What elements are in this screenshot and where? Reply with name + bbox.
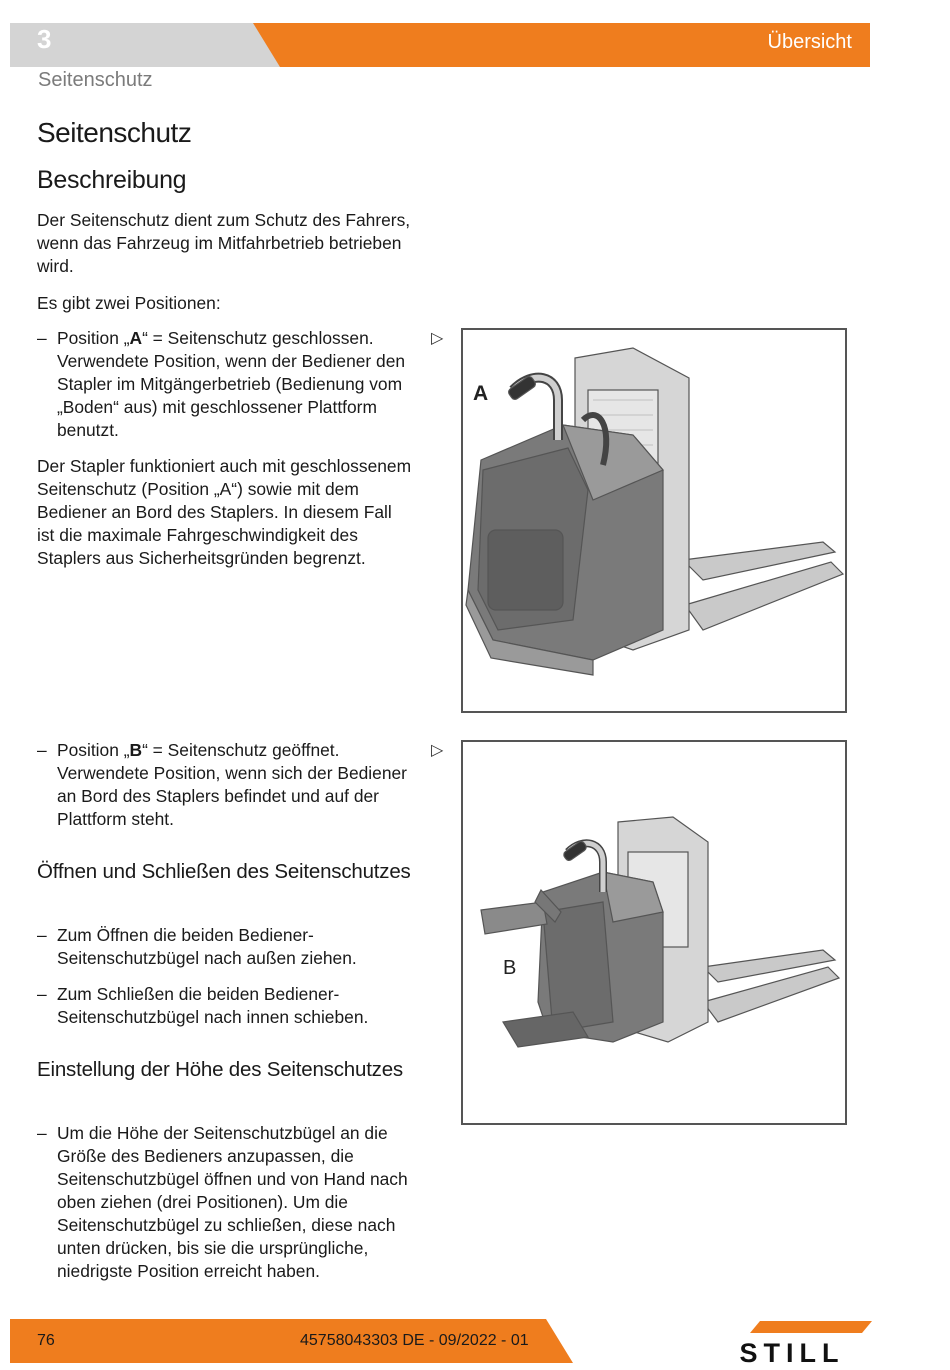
chapter-number: 3: [37, 24, 52, 54]
list-dash: –: [37, 328, 47, 348]
list-dash: –: [37, 740, 47, 760]
list-item-text: Zum Öffnen die beiden Bediener-Seitenschutzbügel nach außen ziehen.: [57, 925, 357, 968]
section-heading-description: Beschreibung: [37, 166, 187, 194]
figure-b-box: [461, 740, 847, 1125]
position-a-letter: A: [129, 328, 143, 348]
page-title: Seitenschutz: [37, 117, 192, 148]
figure-b-label: B: [503, 957, 517, 979]
section-label: Übersicht: [767, 31, 852, 53]
position-b-text: “ = Seitenschutz geöffnet. Verwendete Position, wenn sich der Bediener an Bord des Staplers befindet und auf der Plattform steht.: [57, 740, 407, 829]
section-heading-height: Einstellung der Höhe des Seitenschutzes: [37, 1058, 403, 1081]
position-b-letter: B: [129, 740, 143, 760]
still-logo-icon: [712, 1321, 872, 1365]
intro-paragraph: Der Seitenschutz dient zum Schutz des Fahrers, wenn das Fahrzeug im Mitfahrbetrieb betrieben wird.: [37, 210, 411, 276]
truck-illustration-open: [463, 742, 845, 1123]
figure-marker-b: ▷: [431, 742, 444, 759]
brand-logo: [712, 1321, 872, 1370]
page-number: 76: [37, 1332, 55, 1349]
list-item-position-b: [37, 739, 422, 831]
running-head: Seitenschutz: [38, 69, 153, 91]
figure-a-label: A: [473, 382, 489, 405]
positions-intro: Es gibt zwei Positionen:: [37, 293, 221, 313]
list-item-height: [37, 1122, 422, 1283]
note-position-a: Der Stapler funktioniert auch mit geschlossenem Seitenschutz (Position „A“) sowie mit dem Bediener an Bord des Staplers. In diesem Fall ist die maximale Fahrgeschwindigkeit des Staplers aus Sicherheitsgründen begrenzt.: [37, 456, 412, 568]
list-item-text: Zum Schließen die beiden Bediener-Seitenschutzbügel nach innen schieben.: [57, 984, 369, 1027]
list-item-open: [37, 924, 422, 970]
list-dash: –: [37, 925, 47, 945]
brand-name: STILL: [739, 1338, 845, 1365]
position-a-text: “ = Seitenschutz geschlossen. Verwendete Position, wenn der Bediener den Stapler im Mitgängerbetrieb (Bedienung vom „Boden“ aus) mit geschlossener Plattform benutzt.: [57, 328, 406, 440]
section-heading-open-close: Öffnen und Schließen des Seitenschutzes: [37, 860, 411, 883]
figure-marker-a: ▷: [431, 330, 444, 347]
position-a-prefix: Position „: [57, 328, 130, 348]
figure-a-box: [461, 328, 847, 713]
document-id: 45758043303 DE - 09/2022 - 01: [300, 1332, 529, 1349]
truck-illustration-closed: [463, 330, 845, 711]
position-b-prefix: Position „: [57, 740, 130, 760]
list-item-close: [37, 983, 422, 1029]
list-dash: –: [37, 1123, 47, 1143]
list-item-position-a: [37, 327, 422, 442]
list-dash: –: [37, 984, 47, 1004]
list-item-text: Um die Höhe der Seitenschutzbügel an die Größe des Bedieners anzupassen, die Seitenschutzbügel öffnen und von Hand nach oben ziehen (drei Positionen). Um die Seitenschutzbügel zu schließen, diese nach unten drücken, bis sie die ursprüngliche, niedrigste Position erreicht haben.: [57, 1123, 408, 1281]
